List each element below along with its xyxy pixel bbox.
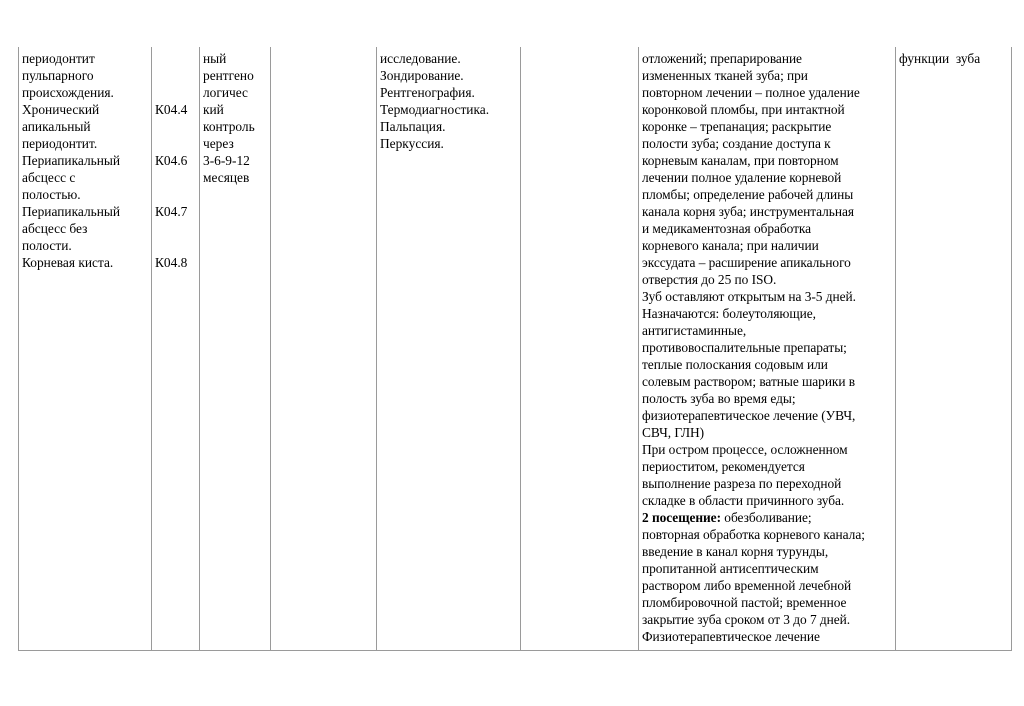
treatment-line: солевым раствором; ватные шарики в xyxy=(642,374,856,389)
diagnosis-line: Корневая киста. xyxy=(22,255,114,270)
treatment-line: теплые полоскания содовым или xyxy=(642,357,828,372)
diagnosis-line: Хронический xyxy=(22,102,100,117)
treatment-line: При остром процессе, осложненном xyxy=(642,442,848,457)
diagnosis-cell xyxy=(19,47,152,651)
xray-control-line: кий xyxy=(203,102,224,117)
treatment-line: лечении полное удаление корневой xyxy=(642,170,842,185)
examination-line: Рентгенография. xyxy=(380,85,475,100)
icd-code-cell xyxy=(152,47,200,651)
treatment-line: экссудата – расширение апикального xyxy=(642,255,851,270)
icd-code: К04.7 xyxy=(155,204,188,219)
xray-control-line: контроль xyxy=(203,119,255,134)
treatment-line: полости зуба; создание доступа к xyxy=(642,136,831,151)
diagnosis-line: абсцесс без xyxy=(22,221,88,236)
diagnosis-line: полости. xyxy=(22,238,72,253)
xray-control-line: рентгено xyxy=(203,68,254,83)
treatment-line: повторная обработка корневого канала; xyxy=(642,527,865,542)
examination-line: Пальпация. xyxy=(380,119,446,134)
empty-cell xyxy=(271,47,377,651)
diagnosis-line: абсцесс с xyxy=(22,170,76,185)
diagnosis-line: периодонтит. xyxy=(22,136,98,151)
diagnosis-line: периодонтит xyxy=(22,51,95,66)
empty-cell xyxy=(521,47,639,651)
treatment-line: раствором либо временной лечебной xyxy=(642,578,852,593)
treatment-line: измененных тканей зуба; при xyxy=(642,68,808,83)
diagnosis-line: апикальный xyxy=(22,119,91,134)
treatment-line: выполнение разреза по переходной xyxy=(642,476,842,491)
examination-cell xyxy=(377,47,521,651)
icd-code: К04.8 xyxy=(155,255,188,270)
treatment-line: пропитанной антисептическим xyxy=(642,561,819,576)
icd-code: К04.4 xyxy=(155,102,188,117)
xray-control-cell xyxy=(200,47,271,651)
visit2-label: 2 посещение: xyxy=(642,510,721,525)
treatment-line: отверстия до 25 по ISO. xyxy=(642,272,777,287)
treatment-line: СВЧ, ГЛН) xyxy=(642,425,705,440)
treatment-line: периоститом, рекомендуется xyxy=(642,459,805,474)
table-row xyxy=(19,47,1012,651)
treatment-line: закрытие зуба сроком от 3 до 7 дней. xyxy=(642,612,851,627)
treatment-line: пломбировочной пастой; временное xyxy=(642,595,847,610)
treatment-line: коронковой пломбы, при интактной xyxy=(642,102,845,117)
diagnosis-line: Периапикальный xyxy=(22,153,121,168)
treatment-line: противовоспалительные препараты; xyxy=(642,340,847,355)
xray-control-line: 3-6-9-12 xyxy=(203,153,250,168)
treatment-line: антигистаминные, xyxy=(642,323,747,338)
diagnosis-line: происхождения. xyxy=(22,85,114,100)
examination-line: Термодиагностика. xyxy=(380,102,490,117)
treatment-line: коронке – трепанация; раскрытие xyxy=(642,119,832,134)
diagnosis-line: Периапикальный xyxy=(22,204,121,219)
examination-line: Перкуссия. xyxy=(380,136,444,151)
treatment-line: физиотерапевтическое лечение (УВЧ, xyxy=(642,408,856,423)
result-text: функции зуба xyxy=(899,51,981,66)
treatment-protocol-table xyxy=(18,47,1012,651)
treatment-line: отложений; препарирование xyxy=(642,51,802,66)
treatment-line: складке в области причинного зуба. xyxy=(642,493,845,508)
treatment-line: Назначаются: болеутоляющие, xyxy=(642,306,816,321)
xray-control-line: через xyxy=(203,136,234,151)
visit2-text: обезболивание; xyxy=(721,510,812,525)
treatment-line: канала корня зуба; инструментальная xyxy=(642,204,854,219)
icd-code: К04.6 xyxy=(155,153,188,168)
examination-line: исследование. xyxy=(380,51,461,66)
xray-control-line: логичес xyxy=(203,85,248,100)
treatment-line: Физиотерапевтическое лечение xyxy=(642,629,820,644)
visit2-line xyxy=(642,509,892,526)
diagnosis-line: полостью. xyxy=(22,187,81,202)
treatment-line: и медикаментозная обработка xyxy=(642,221,812,236)
xray-control-line: месяцев xyxy=(203,170,250,185)
result-cell xyxy=(896,47,1012,651)
xray-control-line: ный xyxy=(203,51,227,66)
treatment-line: повторном лечении – полное удаление xyxy=(642,85,860,100)
examination-line: Зондирование. xyxy=(380,68,464,83)
treatment-line: корневого канала; при наличии xyxy=(642,238,819,253)
treatment-line: введение в канал корня турунды, xyxy=(642,544,829,559)
treatment-line: пломбы; определение рабочей длины xyxy=(642,187,854,202)
treatment-line: Зуб оставляют открытым на 3-5 дней. xyxy=(642,289,856,304)
treatment-line: полость зуба во время еды; xyxy=(642,391,796,406)
diagnosis-line: пульпарного xyxy=(22,68,94,83)
treatment-cell xyxy=(639,47,896,651)
treatment-line: корневым каналам, при повторном xyxy=(642,153,839,168)
